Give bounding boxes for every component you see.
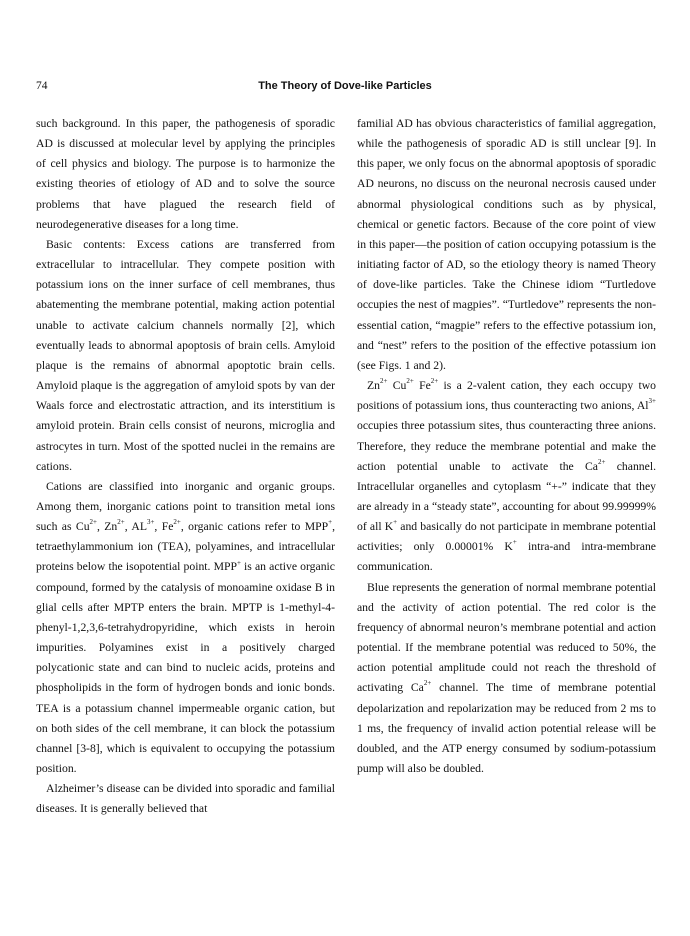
paragraph: familial AD has obvious characteristics of familial aggregation, while the pathogenesis of sporadic AD is still unclear [9]. In this paper, we only focus on the abnormal apoptosis of sporadic AD neurons, no discuss on the neuronal necrosis caused under abnormal physiological conditions such as by physical, chemical or genetic factors. Because of the core point of view in this paper—the position of cation occupying potassium is the initiating factor of AD, so the etiology theory is named Theory of dove-like particles. Take the Chinese idiom “Turtledove occupies the nest of magpies”. “Turtledove” represents the non-essential cation, “magpie” refers to the effective potassium ion, and “nest” refers to the position of the effective potassium ion (see Figs. 1 and 2).	[357, 117, 656, 372]
paragraph: $Zn^{2+}$ $Cu^{2+}$ $Fe^{2+}$ is a 2-valent cation, they each occupy two positions of potassium ions, thus counteracting two anions, $Al^{3+}$ occupies three potassium sites, thus counteracting three anions. Therefore, they reduce the membrane potential and make the action potential unable to activate the $Ca^{2+}$ channel. Intracellular organelles and cytoplasm “+-” indicate that they are already in a “steady state”, accounting for about 99.99999% of all K+ and basically do not participate in membrane potential activities; only 0.00001% K+ intra-and intra-membrane communication.	[357, 377, 657, 574]
left-column	[36, 114, 335, 819]
paragraph: Cations are classified into inorganic and organic groups. Among them, inorganic cations point to transition metal ions such as $Cu^{2+}$, $Zn^{2+}$, $AL^{3+}$, $Fe^{2+}$, organic cations refer to MPP+, tetraethylammonium ion (TEA), polyamines, and intracellular proteins below the isopotential point. MPP+ is an active organic compound, formed by the catalysis of monoamine oxidase B in glial cells after MPTP enters the brain. MPTP is 1-methyl-4-phenyl-1,2,3,6-tetrahydropyridine, which exists in heroin impurities. Polyamines exist in a positively charged polycationic state and can bind to nucleic acids, proteins and phospholipids in the form of hydrogen bonds and ionic bonds. TEA is a potassium channel impermeable organic cation, but on both sides of the cell membrane, it can block the potassium channel [3-8], which is equivalent to occupying the potassium position.	[36, 479, 335, 775]
page-number: 74	[36, 80, 48, 92]
right-column	[357, 114, 656, 779]
paragraph: Alzheimer’s disease can be divided into sporadic and familial diseases. It is generally believed that	[36, 782, 335, 816]
page-header	[36, 80, 654, 98]
paragraph: Blue represents the generation of normal membrane potential and the activity of action potential. The red color is the frequency of abnormal neuron’s membrane potential and action potential. If the membrane potential was reduced to 50%, the action potential amplitude could not reach the threshold of activating $Ca^{2+}$ channel. The time of membrane potential depolarization and repolarization may be reduced from 2 ms to 1 ms, the frequency of invalid action potential release will be doubled, and the ATP energy consumed by sodium-potassium pump will also be doubled.	[357, 580, 656, 775]
running-title: The Theory of Dove-like Particles	[258, 80, 432, 92]
paragraph: Basic contents: Excess cations are transferred from extracellular to intracellular. They compete position with potassium ions on the inner surface of cell membranes, thus abatementing the membrane potential, making action potential unable to activate calcium channels normally [2], which eventually leads to abnormal apoptosis of brain cells. Amyloid plaque is the remains of abnormal apoptotic brain cells. Amyloid plaque is the aggregation of amyloid spots by van der Waals force and electrostatic attraction, and its interstitium is amyloid protein. Brain cells consist of neurons, microglia and astrocytes in turn. Most of the spotted nuclei in the remains are cations.	[36, 237, 335, 473]
paragraph: such background. In this paper, the pathogenesis of sporadic AD is discussed at molecular level by applying the principles of cell physics and biology. The purpose is to harmonize the existing theories of etiology of AD and to solve the source problems that have plagued the research field of neurodegenerative diseases for a long time.	[36, 117, 335, 231]
